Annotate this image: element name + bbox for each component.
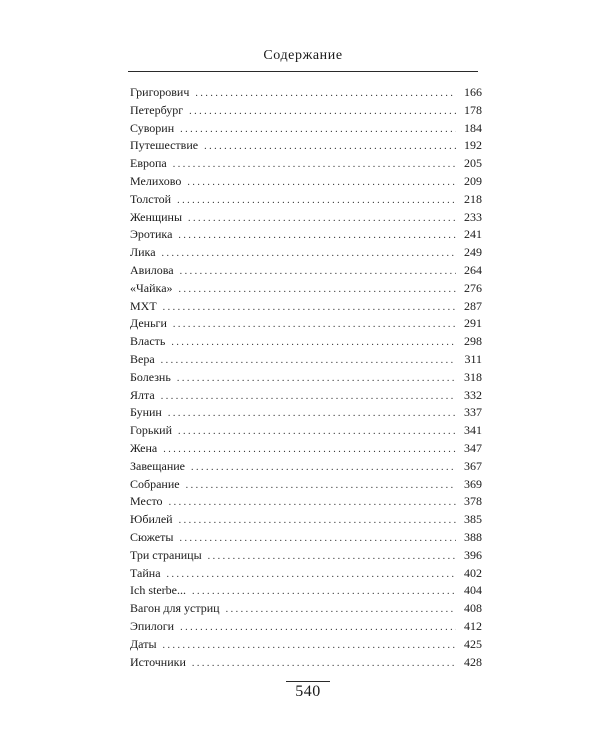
toc-entry-title: Ялта — [130, 387, 155, 402]
toc-entry-page: 264 — [464, 262, 482, 277]
dot-leader — [163, 441, 456, 459]
toc-entry-page: 385 — [464, 512, 482, 527]
toc-entry — [130, 654, 482, 672]
toc-entry-page: 347 — [464, 440, 482, 455]
dot-leader — [204, 138, 456, 156]
toc-entry-page: 332 — [464, 387, 482, 402]
toc-entry-title: «Чайка» — [130, 280, 173, 295]
toc-entry — [130, 493, 482, 511]
dot-leader — [180, 263, 456, 281]
dot-leader — [163, 299, 456, 317]
toc-entry-title: Лика — [130, 245, 156, 260]
toc-entry-title: Власть — [130, 334, 166, 349]
toc-entry-title: МХТ — [130, 298, 157, 313]
toc-entry-title: Сюжеты — [130, 529, 174, 544]
dot-leader — [177, 370, 456, 388]
toc-entry-title: Авилова — [130, 262, 174, 277]
dot-leader — [169, 494, 456, 512]
dot-leader — [179, 530, 456, 548]
dot-leader — [208, 548, 456, 566]
dot-leader — [180, 121, 456, 139]
dot-leader — [173, 316, 456, 334]
dot-leader — [180, 619, 456, 637]
toc-entry-page: 337 — [464, 405, 482, 420]
table-of-contents — [130, 84, 482, 671]
toc-entry-title: Вагон для устриц — [130, 601, 220, 616]
dot-leader — [178, 423, 456, 441]
toc-entry — [130, 422, 482, 440]
toc-entry-title: Завещание — [130, 458, 185, 473]
toc-entry — [130, 120, 482, 138]
toc-entry — [130, 565, 482, 583]
toc-entry — [130, 618, 482, 636]
toc-entry — [130, 209, 482, 227]
dot-leader — [168, 405, 456, 423]
toc-entry-title: Тайна — [130, 565, 161, 580]
dot-leader — [173, 156, 456, 174]
toc-entry-title: Европа — [130, 156, 167, 171]
toc-entry-title: Эпилоги — [130, 618, 175, 633]
toc-entry — [130, 351, 482, 369]
toc-entry-page: 341 — [464, 423, 482, 438]
dot-leader — [187, 174, 456, 192]
footer-divider — [286, 681, 330, 682]
dot-leader — [188, 210, 456, 228]
dot-leader — [191, 459, 456, 477]
dot-leader — [171, 334, 456, 352]
toc-entry — [130, 547, 482, 565]
toc-entry-page: 291 — [464, 316, 482, 331]
toc-entry-page: 249 — [464, 245, 482, 260]
toc-entry — [130, 458, 482, 476]
toc-entry-title: Болезнь — [130, 369, 171, 384]
dot-leader — [178, 227, 456, 245]
toc-entry-title: Деньги — [130, 316, 167, 331]
toc-entry-page: 367 — [464, 458, 482, 473]
toc-entry — [130, 244, 482, 262]
toc-entry-page: 388 — [464, 529, 482, 544]
toc-entry — [130, 298, 482, 316]
toc-entry-page: 184 — [464, 120, 482, 135]
toc-entry-page: 192 — [464, 138, 482, 153]
toc-entry-page: 241 — [464, 227, 482, 242]
toc-entry-title: Вера — [130, 351, 155, 366]
toc-entry-page: 402 — [464, 565, 482, 580]
toc-entry-title: Даты — [130, 636, 157, 651]
toc-entry — [130, 600, 482, 618]
dot-leader — [192, 655, 456, 673]
toc-entry — [130, 315, 482, 333]
toc-entry-page: 369 — [464, 476, 482, 491]
toc-entry — [130, 404, 482, 422]
toc-entry — [130, 636, 482, 654]
toc-entry-title: Мелихово — [130, 173, 182, 188]
toc-entry-title: Жена — [130, 440, 158, 455]
toc-entry — [130, 84, 482, 102]
toc-entry-title: Григорович — [130, 85, 190, 99]
page-number: 540 — [295, 683, 321, 700]
toc-entry — [130, 387, 482, 405]
dot-leader — [163, 637, 456, 655]
toc-entry-title: Юбилей — [130, 512, 173, 527]
toc-entry — [130, 173, 482, 191]
toc-entry-page: 166 — [464, 85, 482, 99]
toc-entry — [130, 333, 482, 351]
toc-entry-page: 209 — [464, 173, 482, 188]
toc-entry-page: 298 — [464, 334, 482, 349]
toc-entry-title: Суворин — [130, 120, 175, 135]
toc-entry-page: 425 — [464, 636, 482, 651]
toc-entry-page: 408 — [464, 601, 482, 616]
toc-entry-title: Источники — [130, 654, 186, 669]
toc-entry-title: Горький — [130, 423, 173, 438]
toc-entry — [130, 440, 482, 458]
dot-leader — [177, 192, 456, 210]
toc-entry — [130, 137, 482, 155]
header-divider — [128, 71, 478, 72]
toc-entry-title: Ich sterbe... — [130, 583, 186, 598]
dot-leader — [179, 281, 456, 299]
toc-entry-title: Собрание — [130, 476, 180, 491]
toc-entry-page: 412 — [464, 618, 482, 633]
toc-entry — [130, 511, 482, 529]
toc-entry — [130, 582, 482, 600]
dot-leader — [226, 601, 456, 619]
dot-leader — [162, 245, 456, 263]
dot-leader — [186, 477, 456, 495]
toc-entry-title: Женщины — [130, 209, 183, 224]
toc-entry — [130, 226, 482, 244]
toc-entry — [130, 369, 482, 387]
dot-leader — [189, 103, 456, 121]
toc-entry-page: 428 — [464, 654, 482, 669]
toc-entry-page: 378 — [464, 494, 482, 509]
toc-entry-title: Три страницы — [130, 547, 202, 562]
toc-entry — [130, 476, 482, 494]
toc-entry-page: 276 — [464, 280, 482, 295]
toc-entry — [130, 529, 482, 547]
running-header: Содержание — [263, 48, 343, 63]
toc-entry-page: 404 — [464, 583, 482, 598]
dot-leader — [195, 85, 456, 103]
toc-entry-title: Место — [130, 494, 163, 509]
dot-leader — [161, 352, 456, 370]
toc-entry-page: 205 — [464, 156, 482, 171]
toc-entry — [130, 102, 482, 120]
toc-entry — [130, 191, 482, 209]
toc-entry-title: Путешествие — [130, 138, 199, 153]
toc-entry — [130, 280, 482, 298]
dot-leader — [179, 512, 456, 530]
dot-leader — [192, 583, 456, 601]
toc-entry-page: 287 — [464, 298, 482, 313]
dot-leader — [167, 566, 456, 584]
toc-entry-page: 318 — [464, 369, 482, 384]
toc-entry-title: Петербург — [130, 102, 184, 117]
toc-entry-title: Эротика — [130, 227, 173, 242]
toc-entry — [130, 262, 482, 280]
toc-entry — [130, 155, 482, 173]
dot-leader — [161, 388, 456, 406]
toc-entry-page: 178 — [464, 102, 482, 117]
toc-entry-page: 218 — [464, 191, 482, 206]
toc-entry-title: Бунин — [130, 405, 162, 420]
toc-entry-title: Толстой — [130, 191, 172, 206]
toc-entry-page: 233 — [464, 209, 482, 224]
toc-entry-page: 311 — [464, 351, 482, 366]
toc-entry-page: 396 — [464, 547, 482, 562]
